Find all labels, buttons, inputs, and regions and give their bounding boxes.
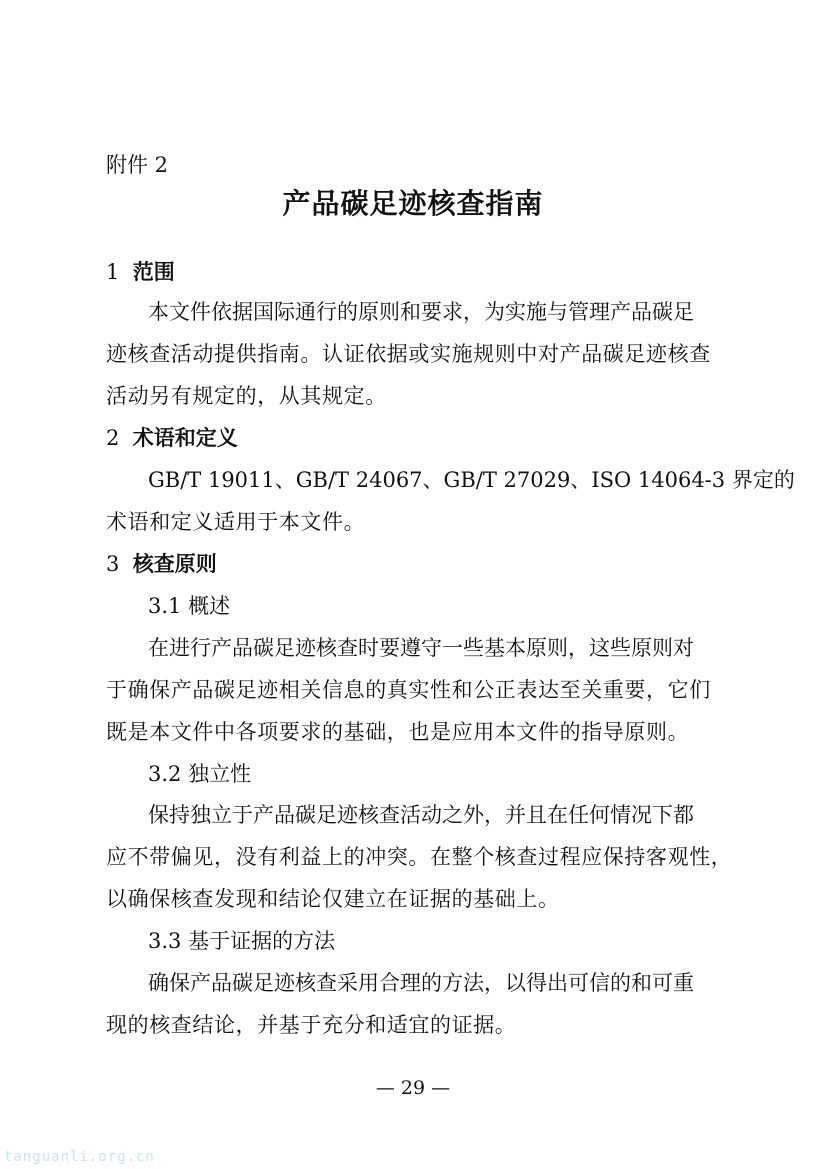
section-heading-3 xyxy=(106,550,217,578)
watermark: tanguanli.org.cn xyxy=(4,1149,155,1165)
section-heading-1 xyxy=(106,258,175,286)
paragraph-line: 以确保核查发现和结论仅建立在证据的基础上。 xyxy=(106,887,560,911)
section-title: 核查原则 xyxy=(132,552,217,576)
subsection-heading-3-1: 3.1 概述 xyxy=(148,594,231,618)
section-heading-2 xyxy=(106,424,238,452)
subsection-heading-3-3: 3.3 基于证据的方法 xyxy=(148,929,336,953)
paragraph-line: 活动另有规定的，从其规定。 xyxy=(106,384,387,408)
paragraph-line: 应不带偏见，没有利益上的冲突。在整个核查过程应保持客观性， xyxy=(106,845,733,869)
paragraph-line: 现的核查结论，并基于充分和适宜的证据。 xyxy=(106,1013,517,1037)
document-title: 产品碳足迹核查指南 xyxy=(282,187,544,220)
section-number: 2 xyxy=(106,426,120,450)
paragraph-line: GB/T 19011、GB/T 24067、GB/T 27029、ISO 14064-3 界定的 xyxy=(148,468,795,492)
paragraph-line: 本文件依据国际通行的原则和要求，为实施与管理产品碳足 xyxy=(148,300,694,324)
paragraph-line: 术语和定义适用于本文件。 xyxy=(106,510,366,534)
paragraph-line: 确保产品碳足迹核查采用合理的方法，以得出可信的和可重 xyxy=(148,971,694,995)
subsection-heading-3-2: 3.2 独立性 xyxy=(148,762,252,786)
section-number: 1 xyxy=(106,260,120,284)
attachment-label: 附件 2 xyxy=(106,153,169,177)
paragraph-line: 于确保产品碳足迹相关信息的真实性和公正表达至关重要，它们 xyxy=(106,678,711,702)
paragraph-line: 迹核查活动提供指南。认证依据或实施规则中对产品碳足迹核查 xyxy=(106,342,711,366)
section-title: 范围 xyxy=(132,260,175,284)
section-number: 3 xyxy=(106,552,120,576)
paragraph-line: 既是本文件中各项要求的基础，也是应用本文件的指导原则。 xyxy=(106,720,690,744)
page-number: — 29 — xyxy=(375,1077,451,1099)
section-title: 术语和定义 xyxy=(132,426,238,450)
paragraph-line: 在进行产品碳足迹核查时要遵守一些基本原则，这些原则对 xyxy=(148,636,694,660)
paragraph-line: 保持独立于产品碳足迹核查活动之外，并且在任何情况下都 xyxy=(148,803,694,827)
